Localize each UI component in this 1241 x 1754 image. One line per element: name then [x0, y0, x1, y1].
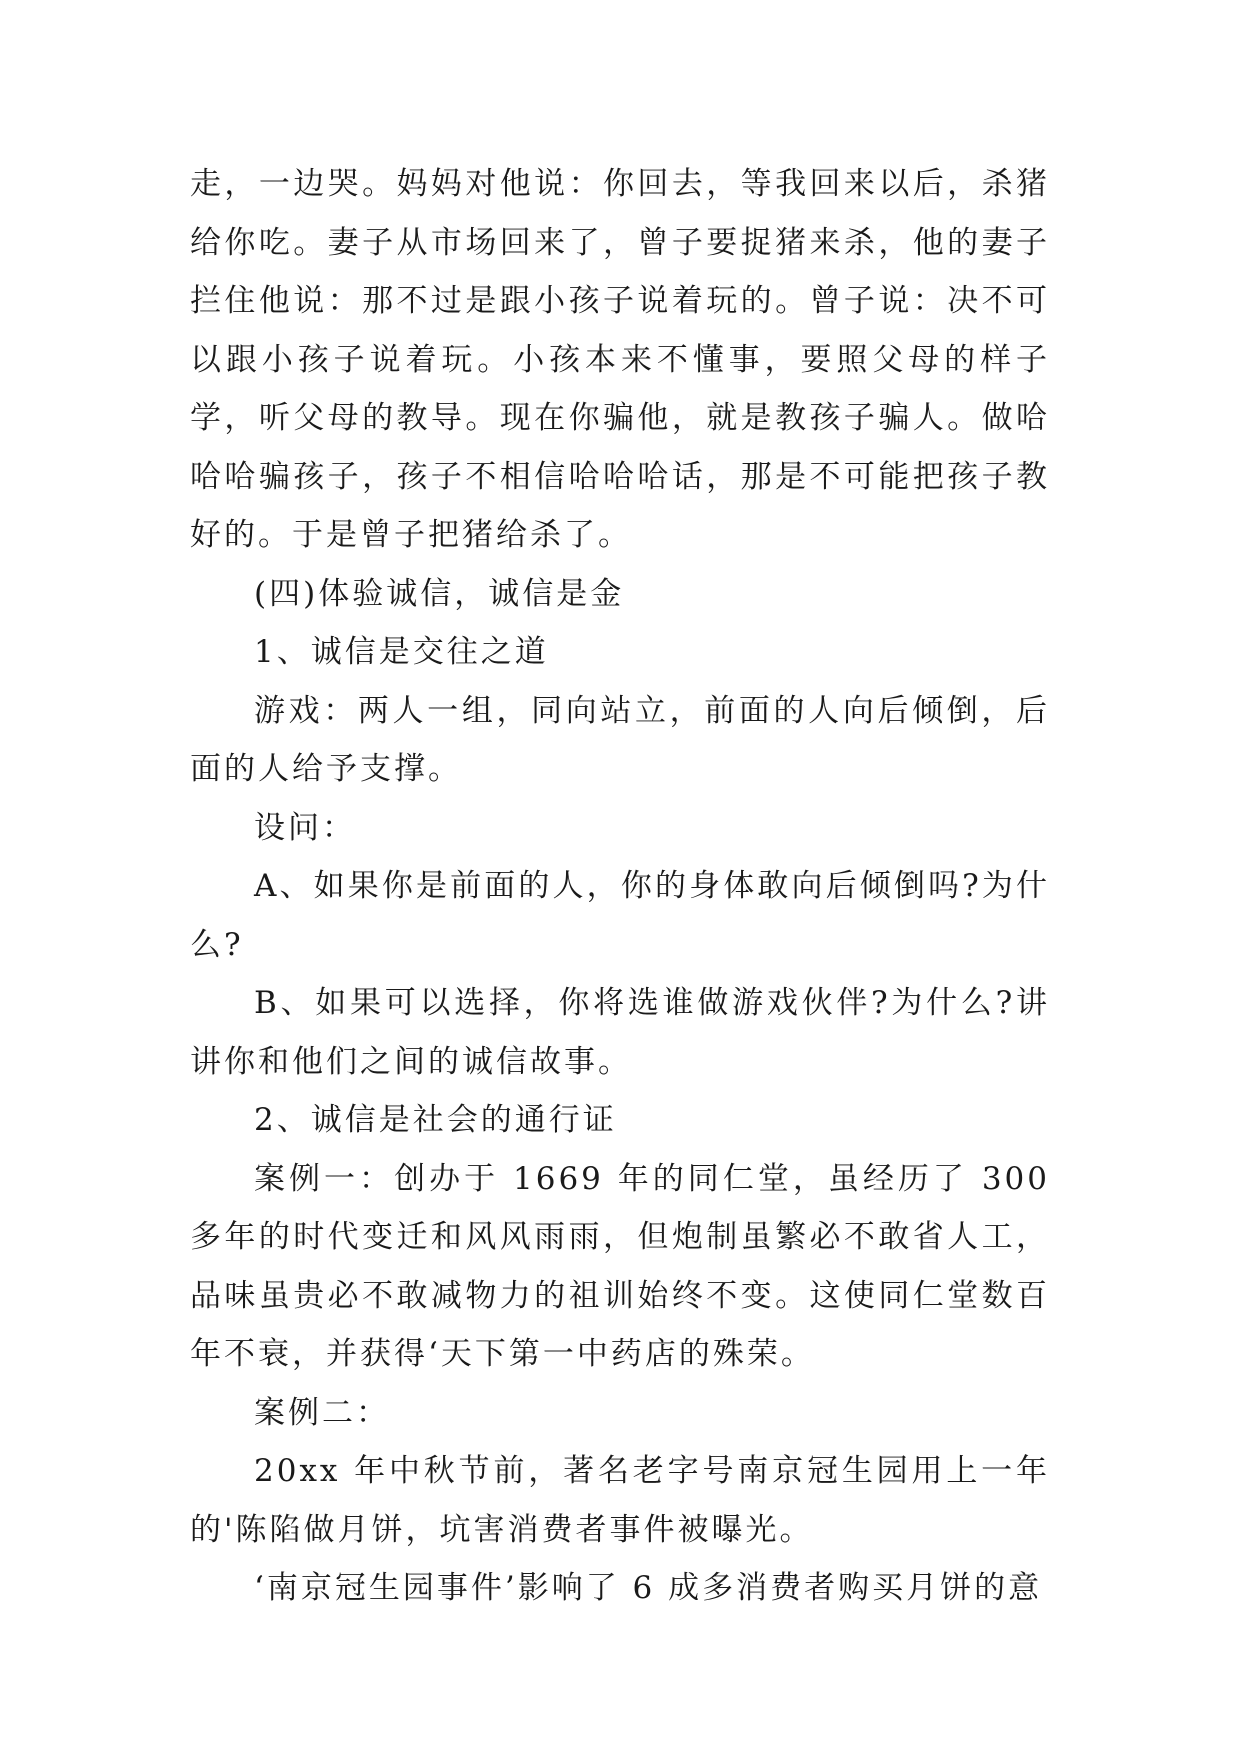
- paragraph-game: 游戏：两人一组，同向站立，前面的人向后倾倒，后面的人给予支撑。: [190, 692, 1050, 787]
- paragraph-zengzi-story: 走，一边哭。妈妈对他说：你回去，等我回来以后，杀猪给你吃。妻子从市场回来了，曾子要捉猪来杀，他的妻子拦住他说：那不过是跟小孩子说着玩的。曾子说：决不可以跟小孩子说着玩。小孩本来不懂事，要照父母的样子学，听父母的教导。现在你骗他，就是教孩子骗人。做哈哈哈骗孩子，孩子不相信哈哈哈话，那是不可能把孩子教好的。于是曾子把猪给杀了。: [190, 166, 1050, 553]
- paragraph-question-label: 设问：: [254, 809, 356, 846]
- paragraph-question-a: A、如果你是前面的人，你的身体敢向后倾倒吗?为什么?: [190, 868, 1050, 963]
- subheading-integrity-interaction: 1、诚信是交往之道: [254, 634, 549, 670]
- paragraph-question-b: B、如果可以选择，你将选谁做游戏伙伴?为什么?讲讲你和他们之间的诚信故事。: [190, 985, 1050, 1080]
- paragraph-guanshengyuan-impact: ‘南京冠生园事件’影响了 6 成多消费者购买月饼的意: [254, 1570, 1043, 1606]
- paragraph-case-one: 案例一：创办于 1669 年的同仁堂，虽经历了 300 多年的时代变迁和风风雨雨，但炮制虽繁必不敢省人工，品味虽贵必不敢减物力的祖训始终不变。这使同仁堂数百年不衰，并获得‘天下第一中药店的殊荣。: [190, 1160, 1050, 1372]
- paragraph-case-two-label: 案例二：: [254, 1394, 390, 1431]
- subheading-integrity-passport: 2、诚信是社会的通行证: [254, 1102, 617, 1138]
- heading-experience-integrity: (四)体验诚信，诚信是金: [254, 575, 625, 612]
- document-body: [190, 155, 1050, 1618]
- paragraph-case-two: 20xx 年中秋节前，著名老字号南京冠生园用上一年的'陈陷做月饼，坑害消费者事件被曝光。: [190, 1453, 1050, 1548]
